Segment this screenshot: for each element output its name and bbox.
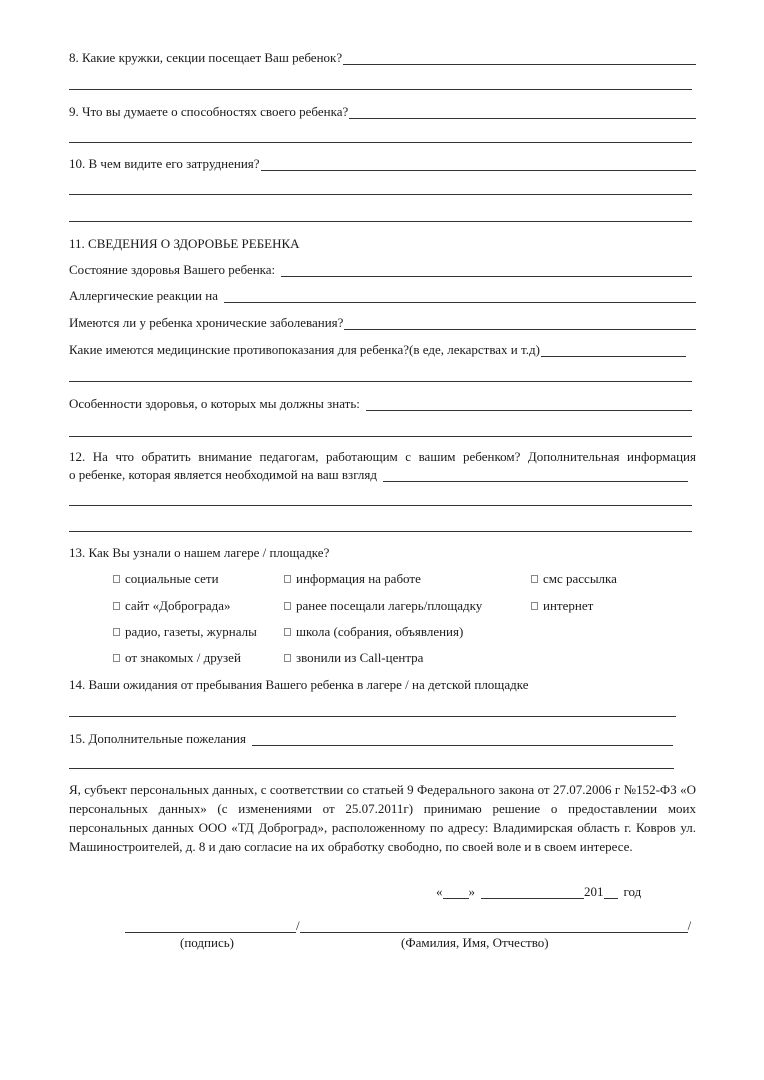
checkbox-icon[interactable] [113, 628, 120, 636]
signature-end: / [687, 918, 692, 933]
q8-row [69, 50, 696, 65]
q11-chronic-label: Имеются ли у ребенка хронические заболевания? [69, 315, 344, 330]
q11-features-label: Особенности здоровья, о которых мы должны знать: [69, 396, 360, 411]
checkbox-icon[interactable] [284, 628, 291, 636]
q11-health-label: Состояние здоровья Вашего ребенка: [69, 262, 276, 277]
q13-option-media[interactable] [113, 624, 257, 639]
signature-separator: / [296, 918, 300, 933]
q8-label: 8. Какие кружки, секции посещает Ваш ребенок? [69, 50, 343, 65]
signature-line [125, 918, 691, 933]
q9-row [69, 104, 696, 119]
q11-chronic-row [69, 315, 696, 330]
q11-title: 11. СВЕДЕНИЯ О ЗДОРОВЬЕ РЕБЕНКА [69, 236, 300, 251]
q8-answer-line[interactable] [69, 89, 692, 90]
q13-option-callcenter[interactable] [284, 650, 423, 665]
q13-label: 13. Как Вы узнали о нашем лагере / площадке? [69, 545, 330, 560]
year-prefix: 201 [584, 884, 604, 899]
q13-option-visited[interactable] [284, 598, 482, 613]
q10-answer-line-2[interactable] [69, 221, 692, 222]
q13-option-work[interactable] [284, 571, 421, 586]
q8-answer-field[interactable] [343, 51, 696, 65]
q13-option-school[interactable] [284, 624, 463, 639]
q14-answer-line[interactable] [69, 716, 676, 717]
q11-health-row [69, 262, 692, 277]
q11-features-line[interactable] [69, 436, 692, 437]
date-open-quote: « [436, 884, 443, 899]
q13-option-label: звонили из Call-центра [296, 650, 424, 665]
q13-option-label: информация на работе [296, 571, 421, 586]
q15-answer-field[interactable] [252, 732, 673, 746]
q13-option-sms[interactable] [531, 571, 617, 586]
q11-chronic-field[interactable] [344, 316, 696, 330]
date-close-quote: » [468, 884, 475, 899]
checkbox-icon[interactable] [113, 602, 120, 610]
checkbox-icon[interactable] [284, 602, 291, 610]
q13-option-label: социальные сети [125, 571, 219, 586]
q12-row-2 [69, 467, 688, 482]
checkbox-icon[interactable] [531, 602, 538, 610]
checkbox-icon[interactable] [113, 575, 120, 583]
q11-contra-field[interactable] [541, 343, 686, 357]
q10-label: 10. В чем видите его затруднения? [69, 156, 260, 171]
q14-label: 14. Ваши ожидания от пребывания Вашего ребенка в лагере / на детской площадке [69, 677, 529, 692]
q11-features-row [69, 396, 692, 411]
q15-label: 15. Дополнительные пожелания [69, 731, 246, 746]
full-name-caption: (Фамилия, Имя, Отчество) [401, 935, 549, 950]
q11-contra-line[interactable] [69, 381, 692, 382]
signature-caption: (подпись) [180, 935, 234, 950]
q13-option-internet[interactable] [531, 598, 593, 613]
q13-option-label: смс рассылка [543, 571, 617, 586]
q12-answer-field[interactable] [383, 468, 688, 482]
q11-features-field[interactable] [366, 397, 692, 411]
q15-row [69, 731, 673, 746]
q13-option-label: от знакомых / друзей [125, 650, 241, 665]
month-field[interactable] [481, 886, 584, 899]
q11-allergy-field[interactable] [224, 289, 696, 303]
q12-line-1: 12. На что обратить внимание педагогам, работающим с вашим ребенком? Дополнительная информация [69, 449, 696, 464]
year-word: год [623, 884, 642, 899]
q15-answer-line[interactable] [69, 768, 674, 769]
day-field[interactable] [443, 886, 469, 899]
q10-answer-field[interactable] [261, 157, 696, 171]
q9-answer-field[interactable] [349, 105, 696, 119]
q10-answer-line-1[interactable] [69, 194, 692, 195]
date-line [436, 884, 641, 899]
checkbox-icon[interactable] [113, 654, 120, 662]
checkbox-icon[interactable] [284, 575, 291, 583]
q9-answer-line[interactable] [69, 142, 692, 143]
q13-option-label: радио, газеты, журналы [125, 624, 257, 639]
q11-contra-label: Какие имеются медицинские противопоказания для ребенка?(в еде, лекарствах и т.д) [69, 342, 540, 357]
checkbox-icon[interactable] [284, 654, 291, 662]
q13-option-label: ранее посещали лагерь/площадку [296, 598, 483, 613]
q13-option-friends[interactable] [113, 650, 241, 665]
q13-option-site[interactable] [113, 598, 231, 613]
full-name-field[interactable] [300, 920, 688, 933]
q11-allergy-row [69, 288, 696, 303]
q9-label: 9. Что вы думаете о способностях своего ребенка? [69, 104, 349, 119]
checkbox-icon[interactable] [531, 575, 538, 583]
q11-health-field[interactable] [281, 263, 692, 277]
q12-line-2: о ребенке, которая является необходимой на ваш взгляд [69, 467, 377, 482]
q13-option-label: школа (собрания, объявления) [296, 624, 464, 639]
q11-allergy-label: Аллергические реакции на [69, 288, 218, 303]
q12-answer-line-2[interactable] [69, 531, 692, 532]
consent-paragraph: Я, субъект персональных данных, с соответствии со статьей 9 Федерального закона от 27.07.2006 г №152-ФЗ «О персональных данных» (с изменениями от 25.07.2011г) принимаю решение о предоставлении моих персональных данных ООО «ТД Доброград», расположенному по адресу: Владимирская область г. Ковров ул. Машиностроителей, д. 8 и даю согласие на их обработку свободно, по своей воле и в своем интересе. [69, 782, 696, 854]
q10-row [69, 156, 696, 171]
year-field[interactable] [604, 886, 618, 899]
q13-option-label: интернет [543, 598, 594, 613]
q13-option-social[interactable] [113, 571, 219, 586]
signature-field[interactable] [125, 920, 296, 933]
q12-answer-line-1[interactable] [69, 505, 692, 506]
q11-contra-row [69, 342, 686, 357]
q13-option-label: сайт «Доброграда» [125, 598, 231, 613]
